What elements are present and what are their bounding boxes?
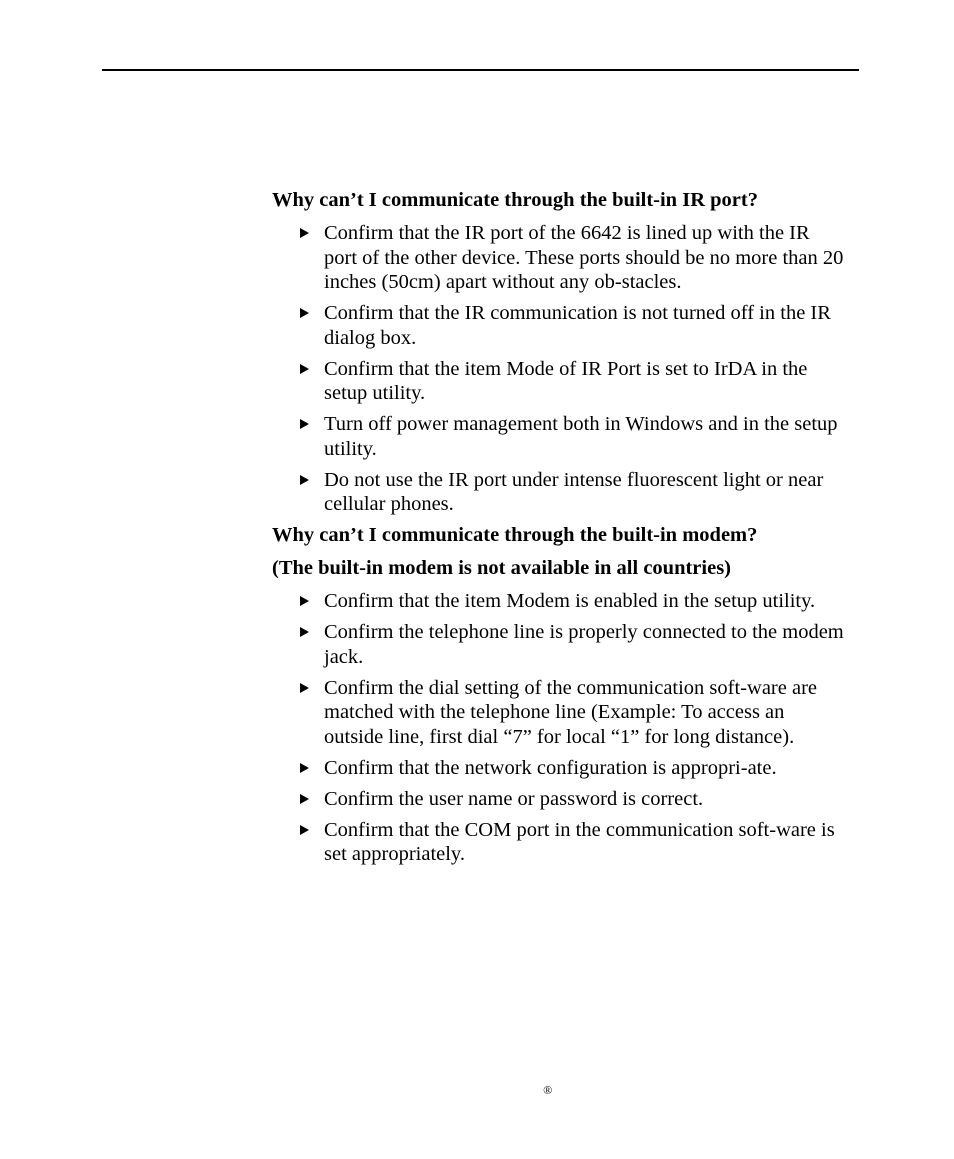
triangle-right-icon [300,794,309,804]
list-item: Do not use the IR port under intense fluorescent light or near cellular phones. [272,468,872,517]
section-modem [272,523,872,867]
triangle-right-icon [300,419,309,429]
triangle-right-icon [300,825,309,835]
list-item: Confirm the telephone line is properly connected to the modem jack. [272,620,872,669]
list-item: Confirm that the IR communication is not turned off in the IR dialog box. [272,301,872,350]
ir-port-checklist [272,221,872,517]
triangle-right-icon [300,596,309,606]
list-item: Confirm that the item Modem is enabled in the setup utility. [272,589,872,614]
registered-mark: ® [543,1083,553,1097]
list-item: Confirm that the item Mode of IR Port is set to IrDA in the setup utility. [272,357,872,406]
triangle-right-icon [300,475,309,485]
triangle-right-icon [300,228,309,238]
header-rule [102,69,859,71]
question-modem: Why can’t I communicate through the built-in modem? [272,524,758,546]
list-item: Confirm that the IR port of the 6642 is lined up with the IR port of the other device. These ports should be no more than 20 inches (50cm) apart without any ob-stacles. [272,221,872,295]
section-ir-port [272,188,872,517]
list-item: Confirm the dial setting of the communication soft-ware are matched with the telephone line (Example: To access an outside line, first dial “7” for local “1” for long distance). [272,676,872,750]
list-item: Confirm that the COM port in the communication soft-ware is set appropriately. [272,818,872,867]
list-item: Confirm that the network configuration is appropri-ate. [272,756,872,781]
question-ir-port: Why can’t I communicate through the built-in IR port? [272,189,758,211]
modem-checklist [272,589,872,867]
modem-availability-note: (The built-in modem is not available in all countries) [272,557,731,579]
triangle-right-icon [300,763,309,773]
triangle-right-icon [300,683,309,693]
troubleshooting-content [272,188,872,873]
triangle-right-icon [300,308,309,318]
triangle-right-icon [300,627,309,637]
triangle-right-icon [300,364,309,374]
list-item: Confirm the user name or password is correct. [272,787,872,812]
list-item: Turn off power management both in Windows and in the setup utility. [272,412,872,461]
